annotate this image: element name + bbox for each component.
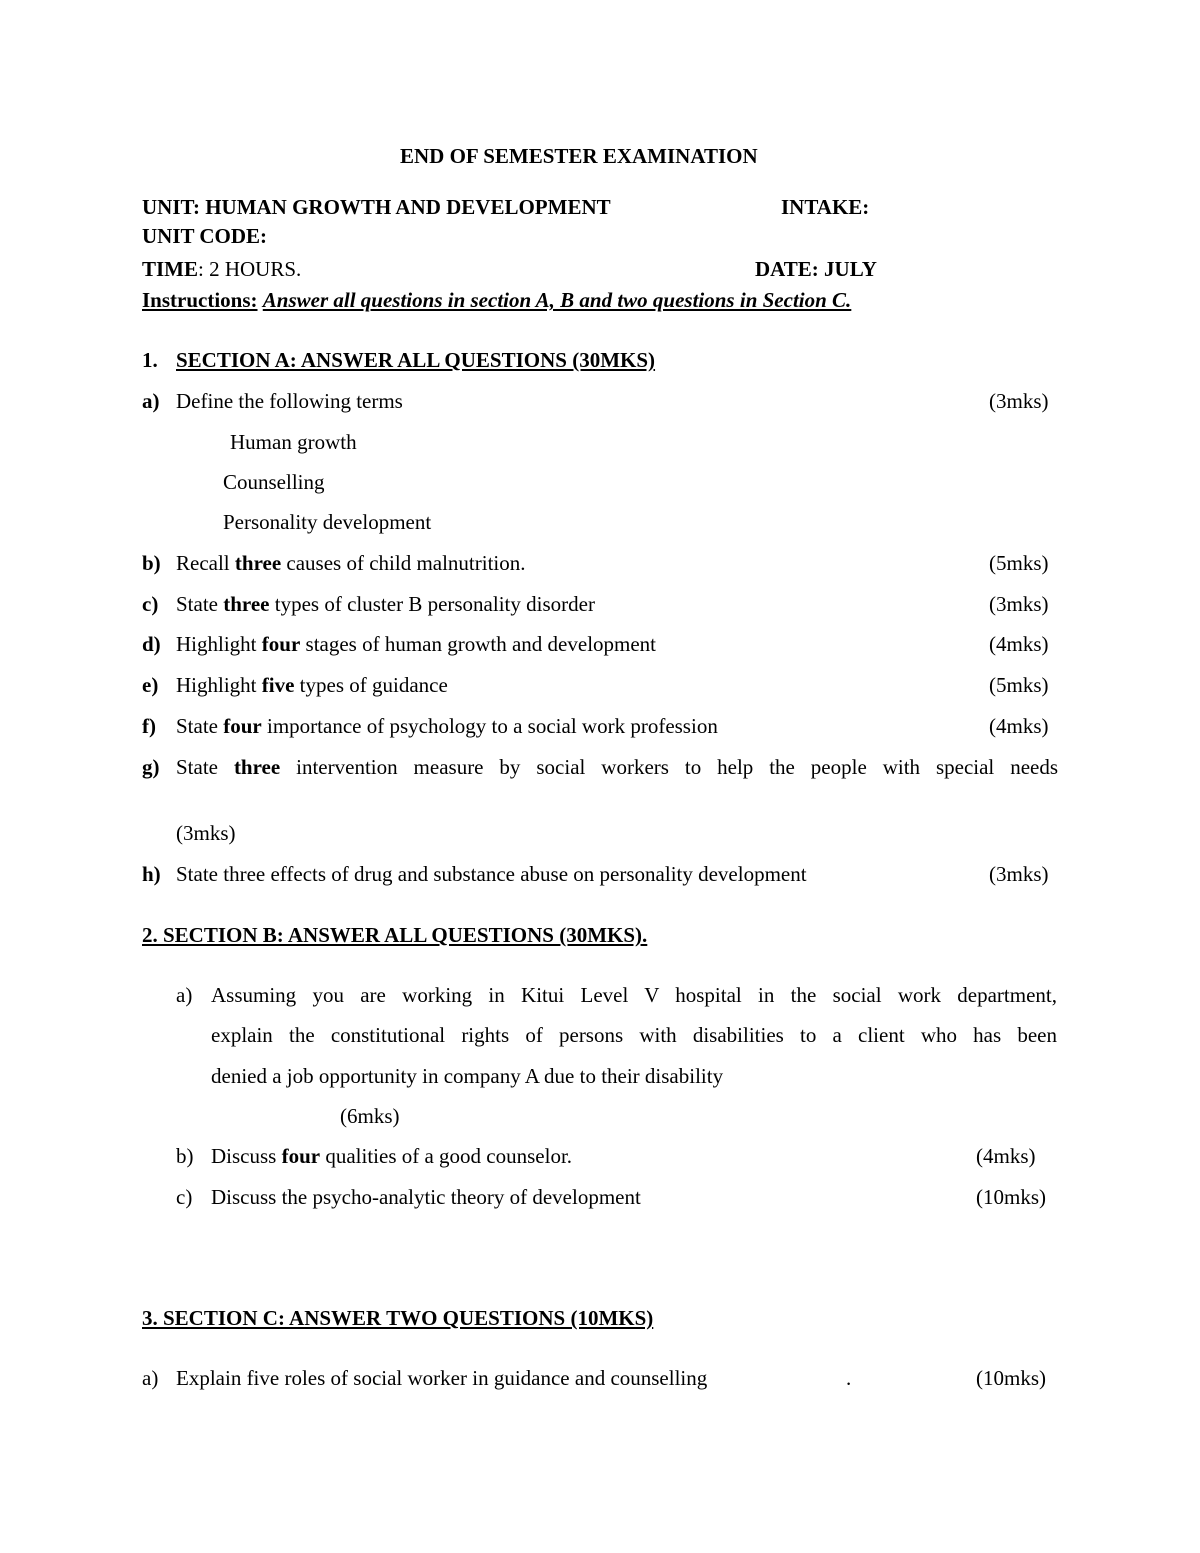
question-label: f) — [142, 714, 156, 738]
question-marks: (6mks) — [340, 1104, 400, 1128]
question-marks: (10mks) — [976, 1185, 1046, 1209]
term-item: Counselling — [223, 470, 325, 494]
exam-title: END OF SEMESTER EXAMINATION — [400, 144, 758, 168]
question-text: Define the following terms — [176, 389, 403, 413]
term-item: Personality development — [223, 510, 432, 534]
time-label: TIME — [142, 257, 199, 281]
question-marks: (5mks) — [989, 551, 1049, 575]
section-c-title: 3. SECTION C: ANSWER TWO QUESTIONS (10MKS) — [142, 1306, 654, 1330]
question-text-line: denied a job opportunity in company A due to their disability — [211, 1064, 724, 1088]
question-text: State four importance of psychology to a social work profession — [176, 714, 718, 738]
question-text: Highlight five types of guidance — [176, 673, 448, 697]
question-marks: (3mks) — [989, 389, 1049, 413]
question-text: State three intervention measure by social workers to help the people with special needs — [176, 755, 1059, 779]
question-label: b) — [142, 551, 161, 575]
question-marks: (4mks) — [989, 632, 1049, 656]
section-b-title: 2. SECTION B: ANSWER ALL QUESTIONS (30MKS). — [142, 923, 648, 947]
instructions-label: Instructions: — [142, 288, 258, 312]
question-marks: (4mks) — [989, 714, 1049, 738]
term-item: Human growth — [230, 430, 357, 454]
date-label: DATE: JULY — [755, 257, 877, 281]
question-text: Recall three causes of child malnutrition. — [176, 551, 526, 575]
question-label: c) — [142, 592, 159, 616]
question-marks: (3mks) — [989, 592, 1049, 616]
section-a-title: SECTION A: ANSWER ALL QUESTIONS (30MKS) — [176, 348, 656, 372]
question-marks: (3mks) — [176, 821, 236, 845]
unit-name: UNIT: HUMAN GROWTH AND DEVELOPMENT — [142, 195, 611, 219]
question-text-line: Assuming you are working in Kitui Level V hospital in the social work department, — [211, 983, 1057, 1007]
question-marks: (10mks) — [976, 1366, 1046, 1390]
question-marks: (3mks) — [989, 862, 1049, 886]
unit-code-label: UNIT CODE: — [142, 224, 268, 248]
question-text: State three types of cluster B personality disorder — [176, 592, 595, 616]
time-value: : 2 HOURS. — [198, 257, 302, 281]
instructions — [142, 286, 851, 314]
section-a-number: 1. — [142, 348, 158, 372]
question-marks: (4mks) — [976, 1144, 1036, 1168]
question-text: Explain five roles of social worker in guidance and counselling — [176, 1366, 708, 1390]
question-label: c) — [176, 1185, 193, 1209]
question-label: b) — [176, 1144, 194, 1168]
question-label: a) — [142, 389, 160, 413]
intake-label: INTAKE: — [781, 195, 870, 219]
question-label: a) — [176, 983, 193, 1007]
question-label: g) — [142, 755, 160, 779]
question-text: Highlight four stages of human growth and development — [176, 632, 657, 656]
question-marks: (5mks) — [989, 673, 1049, 697]
question-label: a) — [142, 1366, 159, 1390]
question-text: Discuss the psycho-analytic theory of development — [211, 1185, 641, 1209]
question-dot: . — [846, 1366, 852, 1390]
question-label: e) — [142, 673, 159, 697]
question-text-line: explain the constitutional rights of persons with disabilities to a client who has been — [211, 1023, 1057, 1047]
time-line — [142, 255, 301, 283]
question-label: d) — [142, 632, 161, 656]
instructions-text: Answer all questions in section A, B and two questions in Section C. — [262, 288, 852, 312]
question-label: h) — [142, 862, 161, 886]
question-text: State three effects of drug and substance abuse on personality development — [176, 862, 807, 886]
question-text: Discuss four qualities of a good counselor. — [211, 1144, 573, 1168]
